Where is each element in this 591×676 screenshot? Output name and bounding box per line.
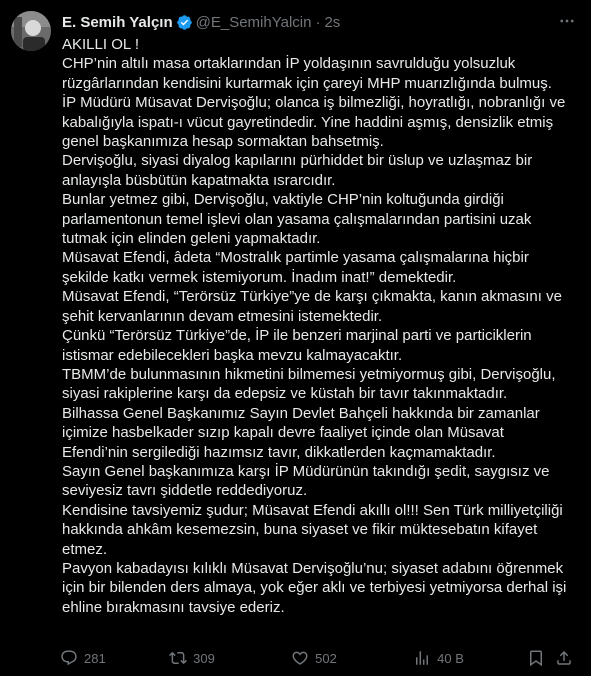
tweet-actions [55,647,579,669]
tweet-line: TBMM’de bulunmasının hikmetini bilmemesi yetmiyormuş gibi, Dervişoğlu, [62,365,556,383]
tweet-line: seviyesiz tavrı şiddetle reddediyoruz. [62,482,308,500]
views-count: 40 B [437,650,464,666]
tweet-line: Bunlar yetmez gibi, Dervişoğlu, vaktiyle CHP’nin koltuğunda girdiği [62,191,504,209]
tweet-line: genel başkanımıza hesap sormaktan bahsetmiş. [62,133,384,151]
bookmark-button[interactable] [527,649,555,667]
tweet-line: parlamentonun temel işlevi olan yasama çalışmalarından partisini uzak [62,210,532,228]
share-button[interactable] [555,649,579,667]
tweet-line: anlayışla büsbütün kapatmakta ısrarcıdır. [62,171,336,189]
tweet-line: Müsavat Efendi, âdeta “Mostralık partimle yasama çalışmalarına hiçbir [62,249,529,267]
retweet-icon [169,649,193,667]
tweet-line: rüzgârlarından kendisini kurtarmak için çareyi MHP muarızlığında bulmuş. [62,74,552,92]
views-icon [413,649,437,667]
views-button[interactable] [413,649,527,667]
tweet-line: istismar edebilecekleri başka mevzu kalmayacaktır. [62,346,403,364]
like-button[interactable] [291,649,413,667]
share-icon [555,649,579,667]
tweet-line: Pavyon kabadayısı kılıklı Müsavat Dervişoğlu’nu; siyaset adabını öğrenmek [62,559,564,577]
tweet-line: Bilhassa Genel Başkanımız Sayın Devlet Bahçeli hakkında bir zamanlar [62,404,540,422]
retweet-button[interactable] [169,649,291,667]
tweet-line: etmez. [62,540,108,558]
reply-icon [60,649,84,667]
tweet-line: hakkında ahkâm kesemezsin, buna siyaset ve fikir müktesebatın kifayet [62,521,538,539]
tweet-line: Çünkü “Terörsüz Türkiye”de, İP ile benzeri marjinal parti ve particiklerin [62,327,532,345]
tweet-line: Sayın Genel başkanımıza karşı İP Müdürünün takındığı şedit, saygısız ve [62,462,550,480]
tweet-line: kabalığıyla ispatı-ı vücut gayretindedir. Yine haddini aşmış, densizlik etmiş [62,113,554,131]
author-handle[interactable]: @E_SemihYalcin [195,13,312,31]
reply-button[interactable] [55,649,169,667]
tweet-line: İP Müdürü Müsavat Dervişoğlu; olanca iş bilmezliği, hoyratlığı, nobranlığı ve [62,94,566,112]
like-count: 502 [315,650,337,666]
tweet-line: siyasi rakiplerine karşı da edepsiz ve küstah bir tavır takınmaktadır. [62,385,508,403]
tweet-line: için bir bilenden ders almaya, yok eğer aklı ve terbiyesi yetmiyorsa derhal işi [62,579,567,597]
tweet-header [62,12,579,32]
heart-icon [291,649,315,667]
retweet-count: 309 [193,650,215,666]
author-name[interactable]: E. Semih Yalçın [62,13,173,31]
tweet-line: şehit kervanlarının devam etmesini istemektedir. [62,307,383,325]
more-icon[interactable] [555,10,579,32]
tweet-line: tutmak için elinden geleni yapmaktadır. [62,230,321,248]
tweet-time[interactable]: 2s [324,13,341,31]
tweet-line: CHP’nin altılı masa ortaklarından İP yoldaşının savrulduğu yolsuzluk [62,55,516,73]
tweet-line: Müsavat Efendi, “Terörsüz Türkiye”ye de karşı çıkmakta, kanın akmasını ve [62,288,562,306]
tweet-line: Dervişoğlu, siyasi diyalog kapılarını pürhiddet bir üslup ve uzlaşmaz bir [62,152,533,170]
verified-badge-icon [176,14,193,31]
tweet-text [62,35,584,617]
tweet-line: şekilde katkı vermek istemiyorum. İnadım inat!” demektedir. [62,268,457,286]
avatar[interactable] [11,11,51,51]
bookmark-icon [527,649,551,667]
tweet-line: içimize hasbelkader sızıp kapalı devre faaliyet içinde olan Müsavat [62,424,504,442]
separator-dot: · [315,13,321,31]
reply-count: 281 [84,650,106,666]
avatar-image [11,11,51,51]
tweet-line: ehline bırakmasını tavsiye ederiz. [62,598,285,616]
tweet-line: Efendi’nin sergilediği hazımsız tavır, dikkatlerden kaçmamaktadır. [62,443,496,461]
tweet-line: AKILLI OL ! [62,36,139,53]
tweet-line: Kendisine tavsiyemiz şudur; Müsavat Efendi akıllı ol!!! Sen Türk milliyetçiliği [62,501,563,519]
